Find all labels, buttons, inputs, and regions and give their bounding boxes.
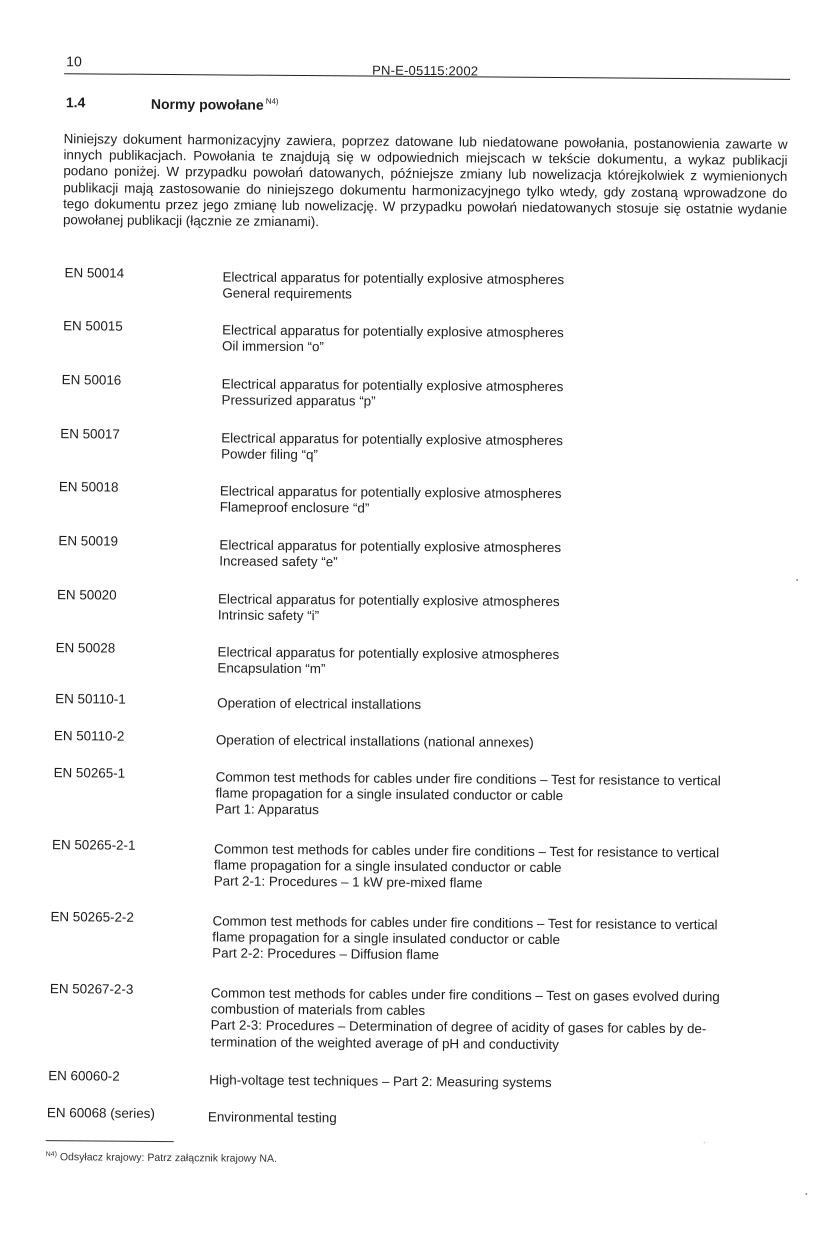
page-number: 10: [66, 53, 82, 70]
reference-description: [217, 695, 783, 716]
section-title-text: Normy powołane: [150, 95, 264, 113]
footnote-text: Odsyłacz krajowy: Patrz załącznik krajowy NA.: [59, 1151, 277, 1165]
reference-description: [214, 841, 780, 894]
reference-description-line: Powder filing “q”: [221, 446, 318, 463]
reference-description-line: Part 2-1: Procedures – 1 kW pre-mixed flame: [213, 873, 483, 891]
reference-description-line: Part 2-2: Procedures – Diffusion flame: [212, 945, 440, 963]
reference-description-line: Electrical apparatus for potentially explosive atmospheres: [219, 483, 562, 502]
reference-description: [222, 322, 788, 359]
reference-description: [218, 591, 784, 628]
reference-description: [210, 985, 776, 1054]
reference-description-line: General requirements: [222, 285, 352, 302]
section-number: 1.4: [65, 94, 86, 111]
document-id: PN-E-05115:2002: [372, 62, 479, 79]
footnote: [46, 1151, 277, 1165]
reference-code: EN 50265-2-2: [50, 909, 134, 925]
reference-description: [215, 769, 781, 822]
reference-description-line: Operation of electrical installations (national annexes): [215, 732, 534, 750]
section-note-marker: N4): [265, 96, 279, 106]
reference-description-line: Part 2-3: Procedures – Determination of degree of acidity of gases for cables by de-: [210, 1017, 707, 1037]
reference-description-line: Electrical apparatus for potentially explosive atmospheres: [221, 376, 564, 395]
reference-description-line: Common test methods for cables under fire conditions – Test on gases evolved during: [210, 985, 720, 1005]
reference-code: EN 50267-2-3: [49, 981, 134, 997]
reference-description-line: Electrical apparatus for potentially explosive atmospheres: [219, 537, 562, 556]
reference-code: EN 50015: [63, 318, 123, 334]
reference-description-line: Electrical apparatus for potentially explosive atmospheres: [222, 269, 565, 288]
reference-code: EN 50018: [58, 479, 119, 495]
reference-description: [221, 430, 787, 467]
reference-code: EN 50020: [56, 587, 117, 603]
reference-description-line: combustion of materials from cables: [210, 1001, 426, 1019]
reference-description-line: Electrical apparatus for potentially explosive atmospheres: [217, 644, 560, 663]
reference-description: [222, 269, 788, 306]
reference-code: EN 50016: [61, 372, 122, 388]
reference-description-line: termination of the weighted average of pH and conductivity: [210, 1033, 559, 1052]
reference-description-line: flame propagation for a single insulated conductor or cable: [212, 929, 561, 948]
reference-description: [208, 1109, 774, 1130]
reference-description-line: Electrical apparatus for potentially explosive atmospheres: [222, 322, 564, 341]
scan-speck: [796, 579, 798, 581]
reference-description-line: flame propagation for a single insulated conductor or cable: [213, 857, 562, 876]
reference-code: EN 50110-2: [53, 728, 125, 744]
reference-description-line: Operation of electrical installations: [217, 695, 422, 713]
reference-description: [209, 1072, 775, 1093]
reference-description-line: Intrinsic safety “i”: [217, 607, 320, 624]
reference-code: EN 50265-1: [53, 765, 126, 781]
reference-description: [216, 732, 782, 753]
reference-description: [219, 537, 785, 574]
reference-code: EN 50110-1: [55, 691, 126, 707]
reference-code: EN 60060-2: [48, 1068, 120, 1084]
reference-description: [221, 376, 787, 413]
reference-description: [220, 483, 786, 520]
reference-description-line: Increased safety “e”: [219, 553, 338, 570]
reference-description-line: Part 1: Apparatus: [215, 801, 319, 818]
reference-description-line: Pressurized apparatus “p”: [221, 392, 376, 409]
reference-description-line: Encapsulation “m”: [217, 660, 326, 677]
footnote-rule: [46, 1140, 174, 1142]
reference-code: EN 50019: [58, 533, 119, 549]
reference-description-line: Flameproof enclosure “d”: [219, 499, 370, 516]
reference-description-line: High-voltage test techniques – Part 2: Measuring systems: [209, 1072, 552, 1091]
reference-description-line: Common test methods for cables under fire conditions – Test for resistance to vertical: [212, 913, 718, 933]
scan-speck: [704, 1142, 705, 1143]
intro-paragraph: Niniejszy dokument harmonizacyjny zawiera, poprzez datowane lub niedatowane powołania, postanowienia zawarte w innych publikacjach. Powołania te znajdują się w odpowiednich miejscach w tekście dokumentu, a wykaz publikacji podano poniżej. W przypadku powołań datowanych, późniejsze zmiany lub nowelizacja którejkolwiek z wymienionych publikacji mają zastosowanie do niniejszego dokumentu harmonizacyjnego tylko wtedy, gdy zostaną wprowadzone do tego dokumentu przez jego zmianę lub nowelizację. W przypadku powołań niedatowanych stosuje się ostatnie wydanie powołanej publikacji (łącznie ze zmianami).: [62, 131, 788, 230]
reference-description-line: Common test methods for cables under fire conditions – Test for resistance to vertical: [215, 769, 721, 789]
reference-description-line: Electrical apparatus for potentially explosive atmospheres: [221, 430, 563, 449]
reference-code: EN 50028: [55, 640, 116, 656]
reference-description: [217, 644, 783, 681]
reference-description-line: Environmental testing: [207, 1109, 337, 1126]
reference-code: EN 50265-2-1: [52, 837, 136, 853]
reference-code: EN 60068 (series): [46, 1105, 155, 1121]
scan-speck: [805, 1193, 807, 1195]
section-title: [151, 96, 279, 113]
reference-description: [212, 913, 778, 966]
reference-description-line: Electrical apparatus for potentially explosive atmospheres: [217, 591, 560, 610]
reference-description-line: Oil immersion “o”: [221, 338, 324, 355]
reference-description-line: Common test methods for cables under fire conditions – Test for resistance to vertical: [213, 841, 720, 861]
reference-description-line: flame propagation for a single insulated conductor or cable: [215, 785, 564, 804]
reference-code: EN 50017: [60, 426, 120, 442]
footnote-marker: N4): [45, 1151, 57, 1159]
reference-code: EN 50014: [64, 265, 125, 281]
